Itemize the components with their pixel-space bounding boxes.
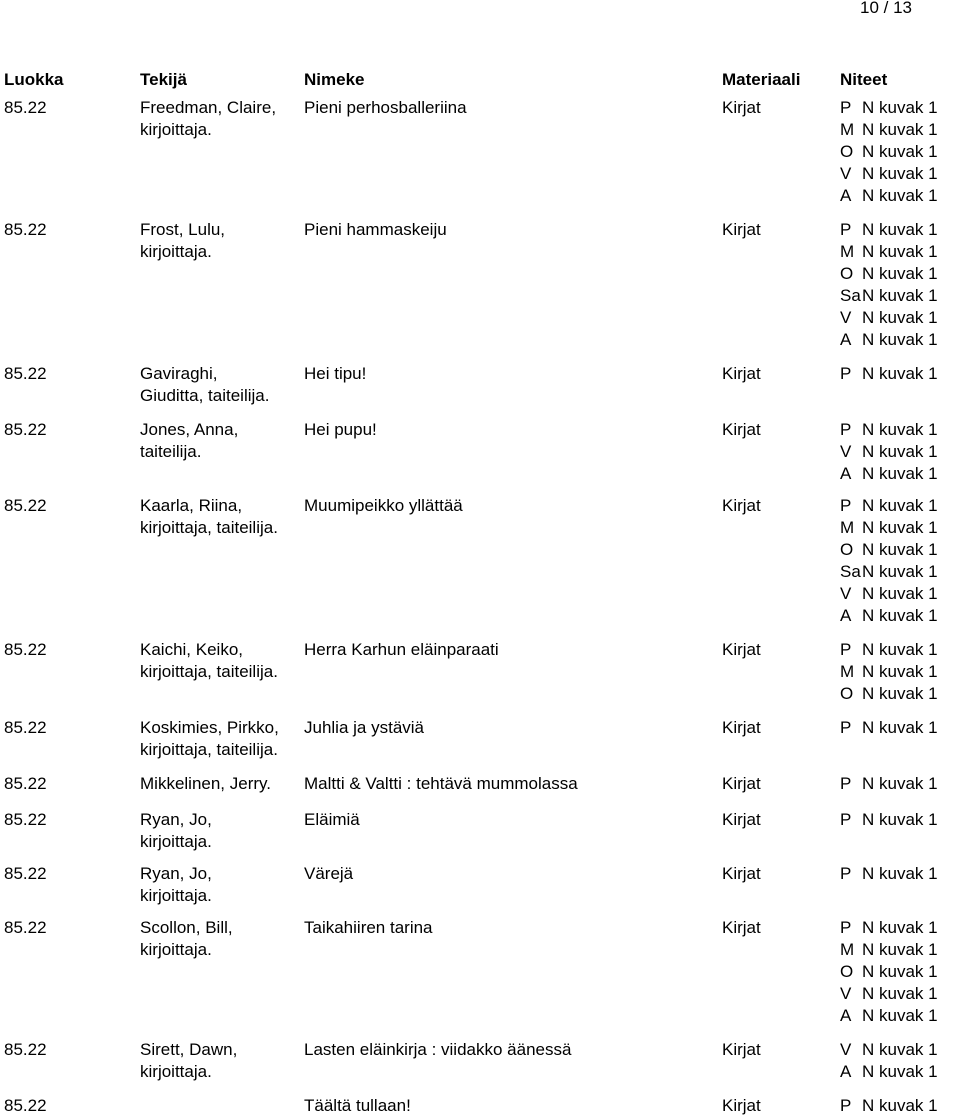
record-line (0, 639, 960, 661)
location-code: A (840, 464, 852, 483)
record-nimeke: Juhlia ja ystäviä (304, 718, 425, 737)
record-tekija: kirjoittaja. (140, 832, 212, 851)
record-materiaali: Kirjat (722, 98, 761, 117)
record-line (0, 329, 960, 351)
record-line (0, 385, 960, 407)
record-tekija: kirjoittaja. (140, 940, 212, 959)
record-line (0, 419, 960, 441)
record-line (0, 495, 960, 517)
record-line (0, 185, 960, 207)
record-nimeke: Pieni hammaskeiju (304, 220, 447, 239)
header-materiaali: Materiaali (722, 70, 801, 89)
record-tekija: Freedman, Claire, (140, 98, 277, 117)
record-line (0, 831, 960, 853)
location-code: V (840, 984, 852, 1003)
header-luokka: Luokka (4, 70, 64, 89)
location-code: M (840, 242, 855, 261)
record-nimeke: Värejä (304, 864, 354, 883)
record-tekija: Giuditta, taiteilija. (140, 386, 270, 405)
page-number: 10 / 13 (860, 0, 912, 17)
record-tekija: kirjoittaja. (140, 886, 212, 905)
record-tekija: Mikkelinen, Jerry. (140, 774, 271, 793)
record-tekija: Sirett, Dawn, (140, 1040, 238, 1059)
shelf-info: N kuvak 1 (862, 142, 938, 161)
shelf-info: N kuvak 1 (862, 1096, 938, 1115)
record-nimeke: Muumipeikko yllättää (304, 496, 463, 515)
record-materiaali: Kirjat (722, 420, 761, 439)
shelf-info: N kuvak 1 (862, 774, 938, 793)
record-line (0, 241, 960, 263)
location-code: A (840, 330, 852, 349)
record-line (0, 961, 960, 983)
record-line (0, 661, 960, 683)
shelf-info: N kuvak 1 (862, 864, 938, 883)
location-code: P (840, 864, 852, 883)
shelf-info: N kuvak 1 (862, 164, 938, 183)
record-nimeke: Hei tipu! (304, 364, 367, 383)
record-line (0, 1039, 960, 1061)
shelf-info: N kuvak 1 (862, 1062, 938, 1081)
record-tekija: Ryan, Jo, (140, 810, 212, 829)
shelf-info: N kuvak 1 (862, 186, 938, 205)
record-line (0, 463, 960, 485)
shelf-info: N kuvak 1 (862, 1040, 938, 1059)
record-materiaali: Kirjat (722, 864, 761, 883)
table-header (0, 69, 960, 91)
record-materiaali: Kirjat (722, 364, 761, 383)
location-code: Sa (840, 562, 861, 581)
record-line (0, 163, 960, 185)
shelf-info: N kuvak 1 (862, 442, 938, 461)
record-nimeke: Maltti & Valtti : tehtävä mummolassa (304, 774, 578, 793)
shelf-info: N kuvak 1 (862, 286, 938, 305)
location-code: P (840, 718, 852, 737)
shelf-info: N kuvak 1 (862, 242, 938, 261)
record-line (0, 863, 960, 885)
record-luokka: 85.22 (4, 918, 47, 937)
location-code: O (840, 142, 854, 161)
record-nimeke: Hei pupu! (304, 420, 377, 439)
record-line (0, 97, 960, 119)
shelf-info: N kuvak 1 (862, 464, 938, 483)
location-code: A (840, 186, 852, 205)
location-code: P (840, 1096, 852, 1115)
record-tekija: Ryan, Jo, (140, 864, 212, 883)
record-tekija: Gaviraghi, (140, 364, 218, 383)
header-tekija: Tekijä (140, 70, 187, 89)
record-luokka: 85.22 (4, 718, 47, 737)
header-niteet: Niteet (840, 70, 888, 89)
location-code: P (840, 220, 852, 239)
record-luokka: 85.22 (4, 774, 47, 793)
record-luokka: 85.22 (4, 496, 47, 515)
location-code: P (840, 640, 852, 659)
record-line (0, 917, 960, 939)
record-nimeke: Pieni perhosballeriina (304, 98, 467, 117)
record-tekija: kirjoittaja, taiteilija. (140, 740, 278, 759)
record-luokka: 85.22 (4, 1096, 47, 1115)
location-code: O (840, 684, 854, 703)
location-code: M (840, 518, 855, 537)
shelf-info: N kuvak 1 (862, 518, 938, 537)
header-nimeke: Nimeke (304, 70, 365, 89)
record-nimeke: Eläimiä (304, 810, 360, 829)
shelf-info: N kuvak 1 (862, 98, 938, 117)
location-code: P (840, 810, 852, 829)
record-luokka: 85.22 (4, 864, 47, 883)
shelf-info: N kuvak 1 (862, 220, 938, 239)
record-line (0, 539, 960, 561)
record-tekija: Koskimies, Pirkko, (140, 718, 279, 737)
location-code: P (840, 364, 852, 383)
record-tekija: kirjoittaja, taiteilija. (140, 662, 278, 681)
record-tekija: Jones, Anna, (140, 420, 239, 439)
record-line (0, 219, 960, 241)
record-materiaali: Kirjat (722, 774, 761, 793)
record-tekija: kirjoittaja. (140, 242, 212, 261)
record-luokka: 85.22 (4, 1040, 47, 1059)
record-luokka: 85.22 (4, 364, 47, 383)
shelf-info: N kuvak 1 (862, 718, 938, 737)
location-code: O (840, 264, 854, 283)
shelf-info: N kuvak 1 (862, 308, 938, 327)
record-line (0, 517, 960, 539)
location-code: V (840, 442, 852, 461)
record-materiaali: Kirjat (722, 810, 761, 829)
record-line (0, 885, 960, 907)
record-line (0, 983, 960, 1005)
record-line (0, 119, 960, 141)
record-tekija: Scollon, Bill, (140, 918, 233, 937)
location-code: A (840, 1006, 852, 1025)
record-tekija: kirjoittaja. (140, 1062, 212, 1081)
shelf-info: N kuvak 1 (862, 364, 938, 383)
record-line (0, 441, 960, 463)
record-materiaali: Kirjat (722, 220, 761, 239)
record-luokka: 85.22 (4, 420, 47, 439)
shelf-info: N kuvak 1 (862, 918, 938, 937)
record-materiaali: Kirjat (722, 1096, 761, 1115)
record-line (0, 1095, 960, 1117)
shelf-info: N kuvak 1 (862, 562, 938, 581)
record-line (0, 1061, 960, 1083)
record-line (0, 605, 960, 627)
location-code: M (840, 662, 855, 681)
record-nimeke: Herra Karhun eläinparaati (304, 640, 499, 659)
record-nimeke: Lasten eläinkirja : viidakko äänessä (304, 1040, 572, 1059)
record-materiaali: Kirjat (722, 1040, 761, 1059)
record-materiaali: Kirjat (722, 496, 761, 515)
record-tekija: kirjoittaja. (140, 120, 212, 139)
shelf-info: N kuvak 1 (862, 1006, 938, 1025)
shelf-info: N kuvak 1 (862, 420, 938, 439)
record-materiaali: Kirjat (722, 640, 761, 659)
shelf-info: N kuvak 1 (862, 662, 938, 681)
shelf-info: N kuvak 1 (862, 640, 938, 659)
record-line (0, 285, 960, 307)
location-code: P (840, 918, 852, 937)
record-line (0, 773, 960, 795)
shelf-info: N kuvak 1 (862, 496, 938, 515)
shelf-info: N kuvak 1 (862, 684, 938, 703)
shelf-info: N kuvak 1 (862, 810, 938, 829)
location-code: P (840, 420, 852, 439)
record-nimeke: Taikahiiren tarina (304, 918, 433, 937)
record-line (0, 583, 960, 605)
location-code: P (840, 98, 852, 117)
record-line (0, 683, 960, 705)
location-code: P (840, 774, 852, 793)
record-line (0, 939, 960, 961)
record-luokka: 85.22 (4, 810, 47, 829)
shelf-info: N kuvak 1 (862, 584, 938, 603)
location-code: A (840, 1062, 852, 1081)
record-line (0, 1005, 960, 1027)
location-code: V (840, 1040, 852, 1059)
record-line (0, 561, 960, 583)
record-tekija: taiteilija. (140, 442, 202, 461)
record-luokka: 85.22 (4, 640, 47, 659)
shelf-info: N kuvak 1 (862, 540, 938, 559)
shelf-info: N kuvak 1 (862, 120, 938, 139)
record-line (0, 809, 960, 831)
record-line (0, 263, 960, 285)
location-code: V (840, 308, 852, 327)
shelf-info: N kuvak 1 (862, 330, 938, 349)
location-code: A (840, 606, 852, 625)
record-line (0, 717, 960, 739)
shelf-info: N kuvak 1 (862, 984, 938, 1003)
location-code: V (840, 164, 852, 183)
shelf-info: N kuvak 1 (862, 962, 938, 981)
record-line (0, 739, 960, 761)
record-line (0, 363, 960, 385)
record-tekija: kirjoittaja, taiteilija. (140, 518, 278, 537)
record-nimeke: Täältä tullaan! (304, 1096, 411, 1115)
record-luokka: 85.22 (4, 98, 47, 117)
location-code: M (840, 120, 855, 139)
record-line (0, 307, 960, 329)
record-tekija: Kaarla, Riina, (140, 496, 243, 515)
location-code: P (840, 496, 852, 515)
location-code: M (840, 940, 855, 959)
location-code: O (840, 540, 854, 559)
record-line (0, 141, 960, 163)
record-luokka: 85.22 (4, 220, 47, 239)
record-materiaali: Kirjat (722, 718, 761, 737)
location-code: O (840, 962, 854, 981)
record-tekija: Kaichi, Keiko, (140, 640, 243, 659)
shelf-info: N kuvak 1 (862, 940, 938, 959)
location-code: Sa (840, 286, 861, 305)
shelf-info: N kuvak 1 (862, 264, 938, 283)
record-materiaali: Kirjat (722, 918, 761, 937)
record-tekija: Frost, Lulu, (140, 220, 226, 239)
location-code: V (840, 584, 852, 603)
shelf-info: N kuvak 1 (862, 606, 938, 625)
